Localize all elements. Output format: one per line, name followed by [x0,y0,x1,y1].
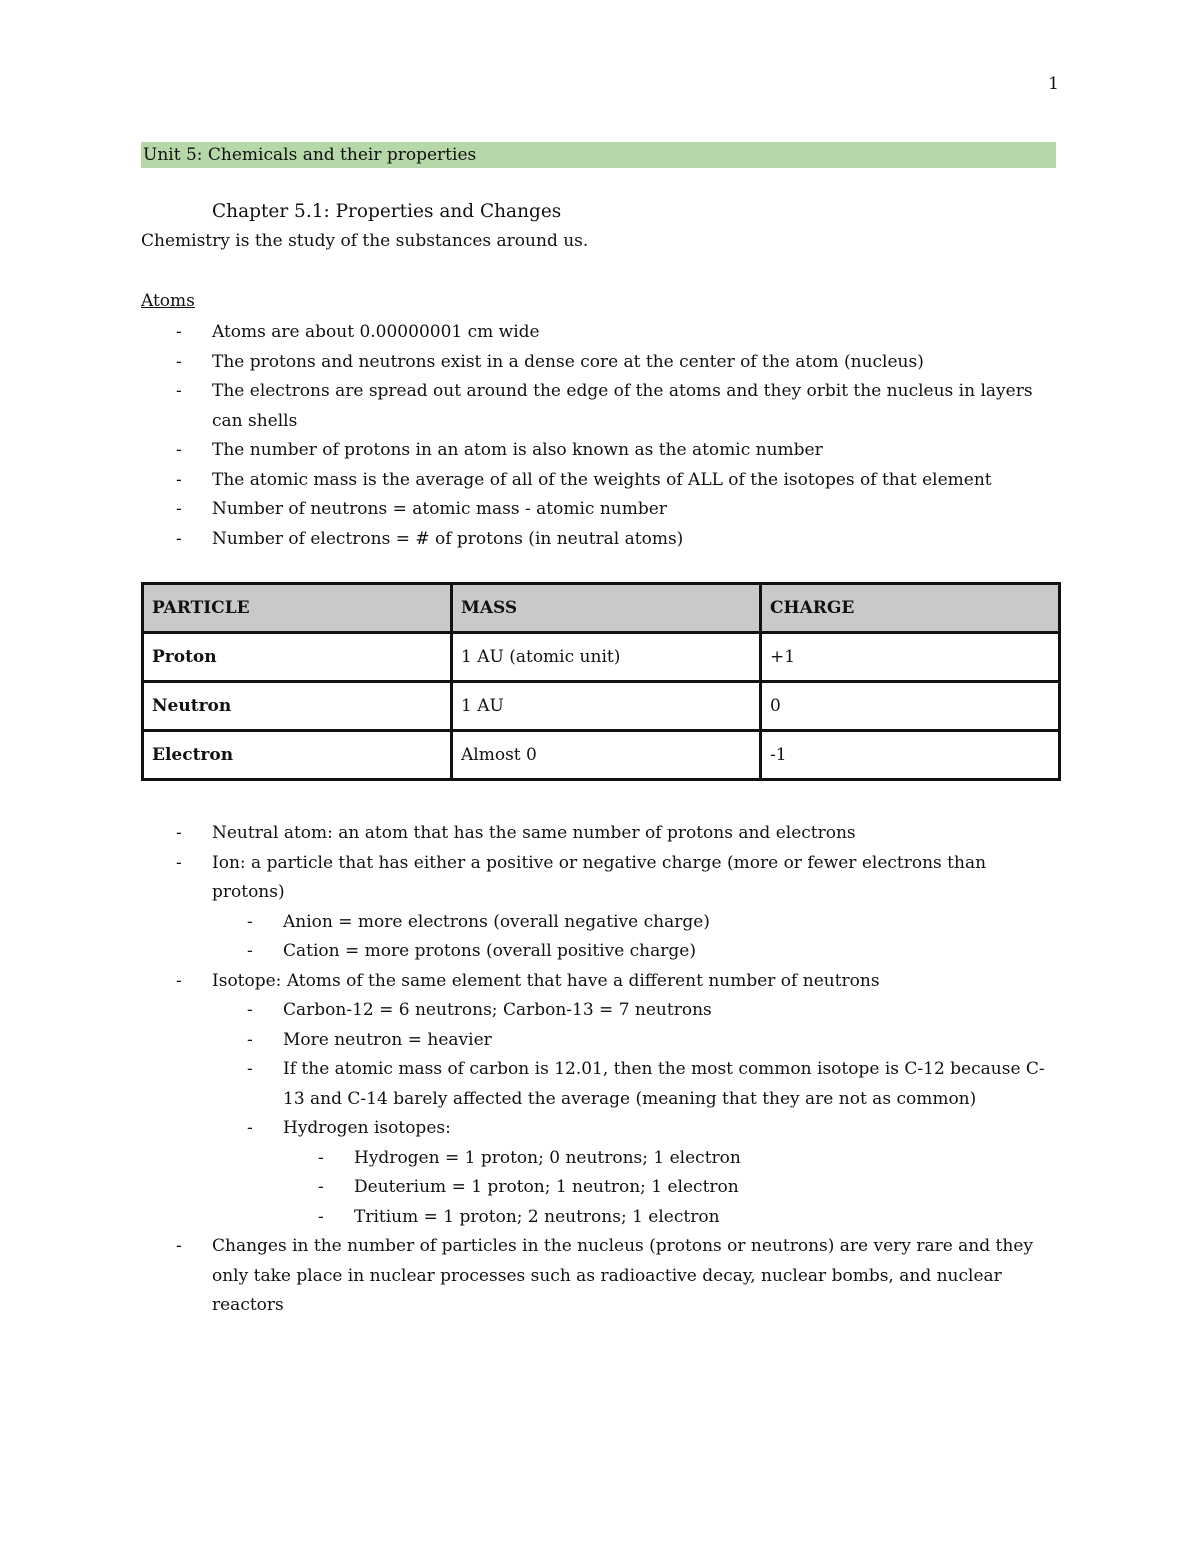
list-item: - Atoms are about 0.00000001 cm wide [176,322,540,342]
page-number: 1 [1048,74,1059,94]
list-item: - The electrons are spread out around the edge of the atoms and they orbit the nucleus in layers can shells [176,381,1033,431]
particle-table [141,582,1061,781]
atoms-bullet-list [141,318,1061,554]
list-item: - Neutral atom: an atom that has the same number of protons and electrons [176,823,856,843]
table-header: MASS [452,584,761,633]
table-cell: -1 [761,731,1060,780]
list-item: - More neutron = heavier [247,1029,492,1050]
table-cell: Almost 0 [452,731,761,780]
list-item: - Ion: a particle that has either a positive or negative charge (more or fewer electrons than protons) [176,852,987,902]
list-item: - Cation = more protons (overall positive charge) [247,941,696,961]
list-item: - Tritium = 1 proton; 2 neutrons; 1 electron [318,1206,720,1227]
table-row [143,633,1060,682]
table-cell: Electron [143,731,452,780]
table-row [143,682,1060,731]
list-item: - Number of electrons = # of protons (in neutral atoms) [176,528,684,549]
table-cell: 1 AU (atomic unit) [452,633,761,682]
chapter-title: Chapter 5.1: Properties and Changes [212,201,562,222]
list-item: - Anion = more electrons (overall negative charge) [247,911,710,932]
list-item: - Carbon-12 = 6 neutrons; Carbon-13 = 7 neutrons [247,1000,712,1020]
table-cell: Neutron [143,682,452,731]
list-item: - The number of protons in an atom is also known as the atomic number [176,440,823,460]
table-cell: Proton [143,633,452,682]
atoms-heading: Atoms [141,291,195,311]
intro-text: Chemistry is the study of the substances around us. [141,231,589,251]
table-cell: 0 [761,682,1060,731]
list-item: - Isotope: Atoms of the same element that have a different number of neutrons [176,970,880,991]
list-item: - Hydrogen isotopes: [247,1118,451,1138]
unit-title: Unit 5: Chemicals and their properties [141,142,1056,168]
table-header-row [143,584,1060,633]
table-cell: +1 [761,633,1060,682]
list-item: - Deuterium = 1 proton; 1 neutron; 1 electron [318,1177,739,1197]
list-item: - The protons and neutrons exist in a dense core at the center of the atom (nucleus) [176,351,924,372]
table-header: PARTICLE [143,584,452,633]
list-item: - The atomic mass is the average of all of the weights of ALL of the isotopes of that element [176,469,992,490]
list-item: - Changes in the number of particles in the nucleus (protons or neutrons) are very rare and they only take place in nuclear processes such as radioactive decay, nuclear bombs, and nuclear reactors [176,1236,1033,1315]
table-row [143,731,1060,780]
list-item: - Number of neutrons = atomic mass - atomic number [176,499,667,519]
list-item: - Hydrogen = 1 proton; 0 neutrons; 1 electron [318,1147,741,1168]
table-header: CHARGE [761,584,1060,633]
definitions-bullet-list [141,819,1061,1321]
list-item: - If the atomic mass of carbon is 12.01, then the most common isotope is C-12 because C-13 and C-14 barely affected the average (meaning that they are not as common) [247,1059,1045,1109]
table-cell: 1 AU [452,682,761,731]
